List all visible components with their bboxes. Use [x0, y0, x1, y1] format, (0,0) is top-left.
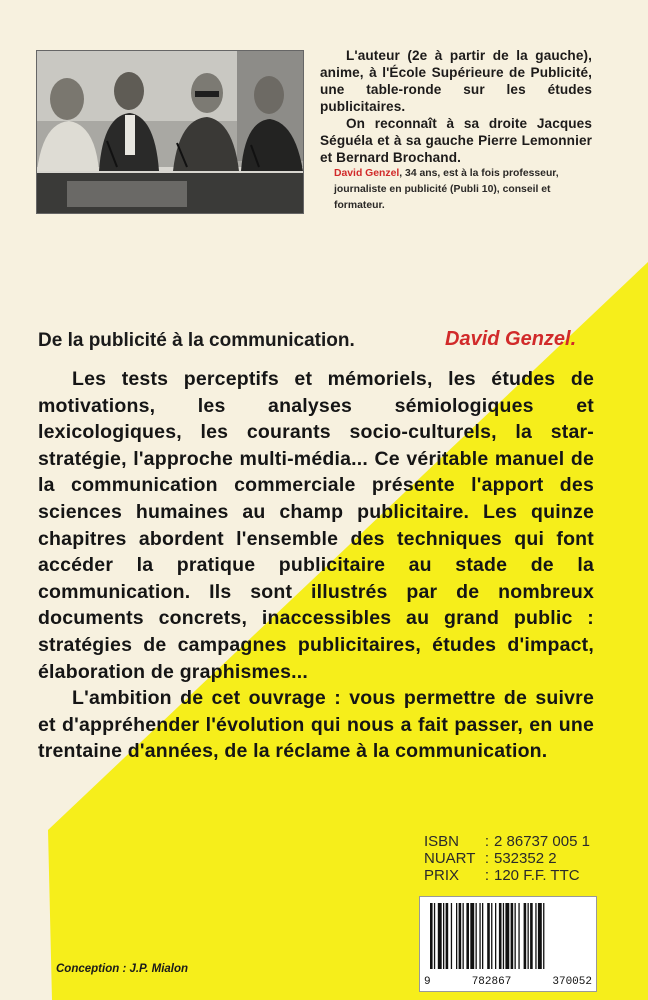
nuart-value: 532352 2 — [494, 850, 557, 867]
photo-caption — [320, 47, 592, 166]
bio-name: David Genzel — [334, 168, 400, 179]
isbn-label: ISBN — [424, 833, 460, 850]
bio-text: , 34 ans, est à la fois professeur, journaliste en publicité (Publi 10), conseil et formateur. — [334, 168, 559, 211]
barcode-number — [424, 976, 592, 988]
blurb-paragraph-2: L'ambition de cet ouvrage : vous permettre de suivre et d'appréhender l'évolution qui nous a fait passer, en une trentaine d'années, de la réclame à la communication. — [38, 687, 594, 763]
prix-label: PRIX — [424, 867, 460, 884]
back-cover-blurb — [38, 366, 594, 765]
isbn-value: 2 86737 005 1 — [494, 833, 590, 850]
barcode-digits-right: 370052 — [552, 976, 592, 988]
book-subtitle: De la publicité à la communication. — [38, 330, 355, 351]
author-photo — [36, 50, 304, 214]
isbn-row: ISBN : 2 86737 005 1 — [424, 833, 590, 850]
prix-value: 120 F.F. TTC — [494, 867, 580, 884]
barcode — [419, 896, 597, 992]
publication-info — [424, 833, 590, 884]
caption-lead: L'auteur (2e à partir de la gauche), anime, à l'École Supérieure de Publicité, une table-ronde sur les études publicitaires. — [320, 48, 592, 114]
nuart-row: NUART : 532352 2 — [424, 850, 557, 867]
design-credit: Conception : J.P. Mialon — [56, 963, 189, 975]
caption-second: On reconnaît à sa droite Jacques Séguéla et à sa gauche Pierre Lemonnier et Bernard Brochand. — [320, 116, 592, 165]
barcode-digits-left: 782867 — [471, 976, 512, 988]
barcode-bars — [420, 897, 596, 975]
author-bio — [334, 166, 596, 214]
prix-row: PRIX : 120 F.F. TTC — [424, 867, 580, 884]
book-author: David Genzel. — [445, 328, 577, 350]
barcode-digit-lead: 9 — [424, 976, 431, 988]
blurb-paragraph-1: Les tests perceptifs et mémoriels, les études de motivations, les analyses sémiologiques et lexicologiques, les courants socio-culturels, la star-stratégie, l'approche multi-média... Ce véritable manuel de la communication commerciale présente l'apport des sciences humaines au champ publicitaire. Les quinze chapitres abordent l'ensemble des techniques qui font accéder la pratique publicitaire au stade de la communication. Ils sont illustrés par de nombreux documents concrets, inaccessibles au grand public : stratégies de campagnes publicitaires, études d'impact, élaboration de graphismes... — [38, 368, 594, 683]
nuart-label: NUART — [424, 850, 476, 867]
